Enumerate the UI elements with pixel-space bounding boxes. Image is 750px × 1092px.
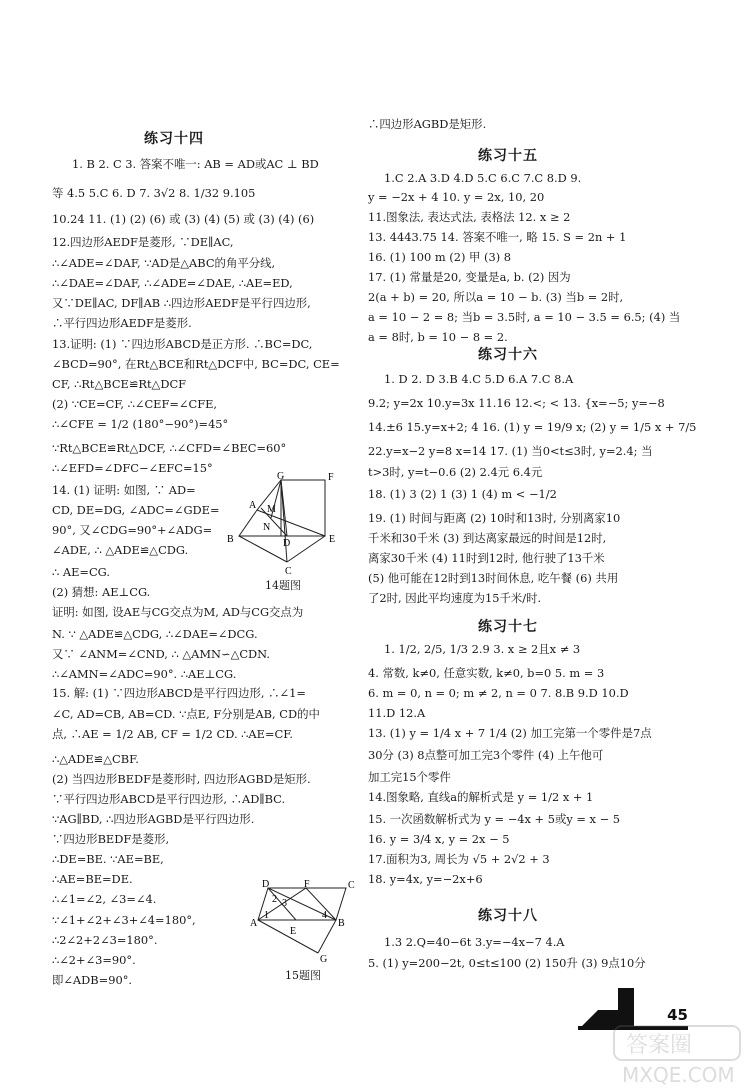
figure-14-diagram — [225, 470, 355, 580]
answer-line: 10.24 11. (1) (2) (6) 或 (3) (4) (5) 或 (3) (4) (6) — [52, 212, 315, 226]
answer-line: ∴∠EFD=∠DFC−∠EFC=15° — [52, 461, 213, 475]
answer-line: 加工完15个零件 — [368, 770, 451, 784]
answer-line: 5. (1) y=200−2t, 0≤t≤100 (2) 150升 (3) 9点10分 — [368, 956, 646, 970]
answer-line: ∴△ADE≌△CBF. — [52, 752, 139, 766]
answer-line: 点, ∴AE = 1/2 AB, CF = 1/2 CD. ∴AE=CF. — [52, 727, 293, 741]
answer-line: ∴∠ADE=∠DAF, ∵AD是△ABC的角平分线, — [52, 256, 276, 270]
answer-line: ∵AG∥BD, ∴四边形AGBD是平行四边形. — [52, 812, 255, 826]
answer-line: ∴四边形AGBD是矩形. — [368, 117, 487, 131]
answer-line: ∠ADE, ∴ △ADE≌△CDG. — [52, 543, 189, 557]
answer-line: 又∵DE∥AC, DF∥AB ∴四边形AEDF是平行四边形, — [52, 296, 311, 310]
watermark-logo — [612, 1022, 742, 1088]
svg-text:答案圈: 答案圈 — [626, 1033, 693, 1058]
fig15-label-F: F — [304, 879, 310, 890]
answer-line: (2) ∵CE=CF, ∴∠CEF=∠CFE, — [52, 397, 218, 411]
answer-line: 了2时, 因此平均速度为15千米/时. — [368, 591, 542, 605]
answer-line: 1. B 2. C 3. 答案不唯一: AB = AD或AC ⊥ BD — [72, 157, 319, 171]
section-heading: 练习十六 — [478, 347, 538, 363]
fig15-label-E: E — [290, 926, 297, 937]
answer-line: 14. (1) 证明: 如图, ∵ AD= — [52, 483, 196, 497]
answer-line: 22.y=x−2 y=8 x=14 17. (1) 当0<t≤3时, y=2.4; 当 — [368, 444, 653, 458]
answer-line: 即∠ADB=90°. — [52, 973, 133, 987]
answer-line: 19. (1) 时间与距离 (2) 10时和13时, 分别离家10 — [368, 511, 621, 525]
answer-line: 18. y=4x, y=−2x+6 — [368, 872, 483, 886]
page-number: 45 — [667, 1006, 688, 1024]
answer-line: 14.±6 15.y=x+2; 4 16. (1) y = 19/9 x; (2) y = 1/5 x + 7/5 — [368, 420, 697, 434]
answer-line: 30分 (3) 8点整可加工完3个零件 (4) 上午他可 — [368, 748, 604, 762]
answer-line: ∵∠1+∠2+∠3+∠4=180°, — [52, 913, 196, 927]
answer-line: ∴∠DAE=∠DAF, ∴∠ADE=∠DAE, ∴AE=ED, — [52, 276, 293, 290]
answer-line: CD, DE=DG, ∠ADC=∠GDE= — [52, 503, 220, 517]
answer-line: 16. (1) 100 m (2) 甲 (3) 8 — [368, 250, 512, 264]
answer-line: 4. 常数, k≠0, 任意实数, k≠0, b=0 5. m = 3 — [368, 666, 605, 680]
fig15-angle-2: 2 — [272, 894, 277, 905]
section-heading: 练习十七 — [478, 619, 538, 635]
answer-line: 18. (1) 3 (2) 1 (3) 1 (4) m < −1/2 — [368, 487, 557, 501]
answer-line: 又∵ ∠ANM=∠CND, ∴ △AMN∽△CDN. — [52, 647, 271, 661]
answer-line: 16. y = 3/4 x, y = 2x − 5 — [368, 832, 510, 846]
answer-line: 1. D 2. D 3.B 4.C 5.D 6.A 7.C 8.A — [384, 372, 574, 386]
answer-line: (2) 猜想: AE⊥CG. — [52, 585, 151, 599]
answer-line: a = 8时, b = 10 − 8 = 2. — [368, 330, 508, 344]
answer-line: 14.图象略, 直线a的解析式是 y = 1/2 x + 1 — [368, 790, 594, 804]
answer-line: ∴平行四边形AEDF是菱形. — [52, 316, 192, 330]
answer-line: 15. 解: (1) ∵四边形ABCD是平行四边形, ∴∠1= — [52, 686, 306, 700]
answer-line: ∴∠AMN=∠ADC=90°. ∴AE⊥CG. — [52, 667, 237, 681]
answer-line: ∴2∠2+2∠3=180°. — [52, 933, 158, 947]
figure-15 — [250, 878, 360, 963]
fig14-label-D: D — [283, 538, 291, 549]
watermark-logo-image — [612, 1022, 742, 1088]
answer-line: (5) 他可能在12时到13时间休息, 吃午餐 (6) 共用 — [368, 571, 619, 585]
answer-line: 17.面积为3, 周长为 √5 + 2√2 + 3 — [368, 852, 550, 866]
answer-line: ∴ AE=CG. — [52, 565, 110, 579]
answer-line: 1.3 2.Q=40−6t 3.y=−4x−7 4.A — [384, 935, 565, 949]
figure-15-caption: 15题图 — [285, 969, 321, 982]
svg-text:MXQE.COM: MXQE.COM — [622, 1063, 735, 1087]
fig14-label-G: G — [277, 471, 285, 482]
answer-line: CF, ∴Rt△BCE≌Rt△DCF — [52, 377, 187, 391]
fig15-label-A: A — [250, 918, 258, 929]
answer-line: 15. 一次函数解析式为 y = −4x + 5或y = x − 5 — [368, 812, 621, 826]
fig15-angle-3: 3 — [282, 898, 287, 909]
fig14-label-F: F — [328, 472, 334, 483]
answer-line: ∴DE=BE. ∵AE=BE, — [52, 852, 164, 866]
answer-line: ∴AE=BE=DE. — [52, 872, 133, 886]
figure-15-diagram — [250, 878, 360, 963]
fig15-angle-1: 1 — [264, 910, 269, 921]
answer-line: a = 10 − 2 = 8; 当b = 3.5时, a = 10 − 3.5 = 6.5; (4) 当 — [368, 310, 681, 324]
answer-line: 13.证明: (1) ∵四边形ABCD是正方形. ∴BC=DC, — [52, 337, 313, 351]
section-heading: 练习十四 — [144, 131, 204, 147]
answer-line: 1. 1/2, 2/5, 1/3 2.9 3. x ≥ 2且x ≠ 3 — [384, 642, 581, 656]
answer-line: 2(a + b) = 20, 所以a = 10 − b. (3) 当b = 2时, — [368, 290, 624, 304]
answer-line: N. ∵ △ADE≌△CDG, ∴∠DAE=∠DCG. — [52, 627, 258, 641]
answer-line: 证明: 如图, 设AE与CG交点为M, AD与CG交点为 — [52, 605, 304, 619]
answer-line: 千米和30千米 (3) 到达离家最远的时间是12时, — [368, 531, 607, 545]
answer-line: ∴∠2+∠3=90°. — [52, 953, 136, 967]
fig14-label-C: C — [285, 566, 292, 577]
fig14-label-N: N — [263, 522, 271, 533]
answer-line: 离家30千米 (4) 11时到12时, 他行驶了13千米 — [368, 551, 605, 565]
answer-line: 11.图象法, 表达式法, 表格法 12. x ≥ 2 — [368, 210, 571, 224]
answer-line: ∠BCD=90°, 在Rt△BCE和Rt△DCF中, BC=DC, CE= — [52, 357, 340, 371]
answer-line: 90°, 又∠CDG=90°+∠ADG= — [52, 523, 213, 537]
answer-line: ∴∠1=∠2, ∠3=∠4. — [52, 892, 157, 906]
answer-line: 13. (1) y = 1/4 x + 7 1/4 (2) 加工完第一个零件是7点 — [368, 726, 652, 740]
answer-line: ∵平行四边形ABCD是平行四边形, ∴AD∥BC. — [52, 792, 286, 806]
fig14-label-M: M — [267, 504, 276, 515]
answer-line: 17. (1) 常量是20, 变量是a, b. (2) 因为 — [368, 270, 571, 284]
fig14-label-E: E — [329, 534, 336, 545]
answer-line: ∴∠CFE = 1/2 (180°−90°)=45° — [52, 417, 229, 431]
section-heading: 练习十五 — [478, 148, 538, 164]
answer-line: ∠C, AD=CB, AB=CD. ∵点E, F分别是AB, CD的中 — [52, 707, 320, 721]
fig14-label-A: A — [249, 500, 257, 511]
fig15-label-G: G — [320, 954, 328, 963]
answer-line: 11.D 12.A — [368, 706, 426, 720]
figure-14-caption: 14题图 — [265, 579, 301, 592]
fig14-label-B: B — [227, 534, 234, 545]
answer-line: (2) 当四边形BEDF是菱形时, 四边形AGBD是矩形. — [52, 772, 311, 786]
fig15-label-B: B — [338, 918, 345, 929]
fig15-angle-4: 4 — [322, 910, 327, 921]
fig15-label-C: C — [348, 880, 355, 891]
answer-line: y = −2x + 4 10. y = 2x, 10, 20 — [368, 190, 545, 204]
answer-line: 13. 4443.75 14. 答案不唯一, 略 15. S = 2n + 1 — [368, 230, 627, 244]
figure-14 — [225, 470, 355, 580]
answer-line: ∵Rt△BCE≌Rt△DCF, ∴∠CFD=∠BEC=60° — [52, 441, 287, 455]
answer-line: 等 4.5 5.C 6. D 7. 3√2 8. 1/32 9.105 — [52, 186, 256, 200]
fig15-label-D: D — [262, 879, 270, 890]
section-heading: 练习十八 — [478, 908, 538, 924]
answer-line: t>3时, y=t−0.6 (2) 2.4元 6.4元 — [368, 465, 543, 479]
answer-line: 6. m = 0, n = 0; m ≠ 2, n = 0 7. 8.B 9.D 10.D — [368, 686, 629, 700]
answer-line: 9.2; y=2x 10.y=3x 11.16 12.<; < 13. {x=−5; y=−8 — [368, 396, 665, 410]
answer-line: ∵四边形BEDF是菱形, — [52, 832, 170, 846]
answer-line: 12.四边形AEDF是菱形, ∵DE∥AC, — [52, 235, 234, 249]
answer-line: 1.C 2.A 3.D 4.D 5.C 6.C 7.C 8.D 9. — [384, 171, 582, 185]
